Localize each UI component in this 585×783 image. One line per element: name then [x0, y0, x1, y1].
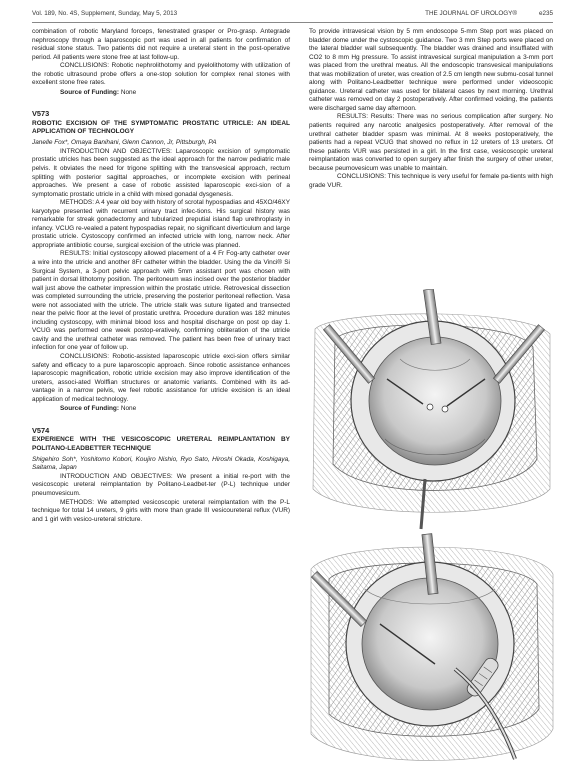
continued-funding: [60, 89, 290, 98]
v574-methods: METHODS: We attempted vesicoscopic ureteral reimplantation with the P-L technique for total 14 ureters, 9 girls with more than grade III vesicoureteral reflux (VUR) and 1 girl with vesico-ureteral stricture.: [32, 498, 290, 523]
v574-introduction: INTRODUCTION AND OBJECTIVES: We present a initial re-port with the vesicoscopic ureteral reimplantation by Politano-Leadbet-ter (P-L) technique under pneumovesicum.: [32, 472, 290, 497]
v573-introduction: INTRODUCTION AND OBJECTIVES: Laparoscopic excision of symptomatic prostatic utricles has been suggested as the ideal approach for the narrow pediatric male pelvis. It obviates the need for trigone splitting with the transvesical approach, rectum splitting with posterior sagittal approaches, or incomplete excision with perineal approaches. We present a case of robotic assisted laparoscopic exci-sion of a symptomatic prostatic utricle in a child with mixed gonadal dysgenesis.: [32, 147, 290, 198]
left-column: [32, 28, 290, 524]
figure-panel-top: [313, 289, 550, 529]
continued-paragraph: combination of robotic Maryland forceps, fenestrated grasper or Pro-grasp. Antegrade nephroscopy through a laparoscopic port was used in all patients for confirmation of residual stone status. Two patients did not require a ureteral stent in the post-operative period. All patients were stone free at last follow-up.: [32, 28, 290, 61]
v574-results: RESULTS: Results: There was no serious complication after surgery. No patients required any narcotic analgesics postoperatively. After removal of the urethral catheter bladder spasm was minimal. At 8 weeks postoperatively, the patients had a repeat VCUG that showed no reflux in 12 ureters of 13 ureters. Of these patients VUR was persisted in a girl. In the first case, vesicoscopic ureteral reimplantation was converted to open surgery after finish the surgery of other ureter, because peumovesicum was unable to maintain.: [309, 113, 553, 172]
v573-conclusions: CONCLUSIONS: Robotic-assisted laparoscopic utricle exci-sion offers similar safety and efficacy to a pure laparoscopic approach. Since robotic assistance enhances laparoscopic magnification, robotic utricle excision may also improve identification of the ureters, associ-ated Wolffian structures or anatomic variants. Combined with its ad-vantage in a narrow pelvis, we feel robotic assistance for utricle excision is an ideal application of medical technology.: [32, 353, 290, 403]
v573-funding: [60, 405, 290, 414]
journal-title-and-page: [403, 10, 553, 17]
abstract-authors-v573: Janelle Fox*, Omaya Banihani, Glenn Cannon, Jr, Pittsburgh, PA: [32, 139, 217, 147]
surgical-illustration: [305, 289, 557, 777]
v574-conclusions: CONCLUSIONS: This technique is very useful for female pa-tients with high grade VUR.: [309, 173, 553, 189]
v573-results: RESULTS: Initial cystoscopy allowed placement of a 4 Fr Fog-arty catheter over a wire into the utricle and another 8Fr catheter within the bladder. Using the da Vinci® Si Surgical System, a 3-port pelvic approach with 5mm assistant port was chosen with patient in dorsal lithotomy position. The peritoneum was incised over the posterior bladder wall just above the catheter impression within the prostatic utricle. Retrovesical dissection was completed surrounding the utricle, preserving the posterior peritoneal reflection. Vasa were not associated with the utricle. The utricle stalk was suture ligated and transected near the pelvic floor at the level of prostatic urethra. Procedure duration was 182 minutes including cystoscopy, with minimal blood loss and hospital discharge on post op day 1. VCUG was performed one week postop-eratively, confirming obliteration of the utricle cavity and the urethral catheter was removed. The patient has been free of urinary tract infection for one year of follow up.: [32, 250, 290, 352]
funding-value: None: [120, 88, 137, 96]
header-rule: [32, 22, 553, 23]
figure-panel-bottom: [311, 534, 553, 761]
abstract-authors-v574: Shigehiro Soh*, Yoshitomo Kobori, Koujiro Nishio, Ryo Sato, Hiroshi Okada, Koshigaya, Saitama, Japan: [32, 455, 290, 472]
abstract-id-v574: V574: [32, 425, 50, 435]
journal-volume-info: Vol. 189, No. 4S, Supplement, Sunday, May 5, 2013: [32, 10, 178, 17]
v574-methods-continued: To provide intravesical vision by 5 mm endoscope 5-mm Step port was placed on bladder dome under the cystoscopic guidance. Two 3 mm Step ports were placed on the lateral bladder wall subsequently. The bladder was drained and insufflated with CO2 to 8 mm Hg pressure. To assist intravesical surgical manipulation a 3-mm port was placed from the urethral meatus. All the endoscopic transvesical manipulations that was mobilization of ureter, was creation of 2.5 cm length new submu-cosal tunnel along with Politano-Leadbetter technique were performed under videoscopic guidance. Ureteral catheter was used for bilateral cases by next morning. Urethral catheter was removed on day 2 postoperatively. After confirmed voiding, the patients were discharged same day afternoon.: [309, 28, 553, 112]
funding-label: Source of Funding:: [60, 405, 120, 413]
abstract-title-v573: ROBOTIC EXCISION OF THE SYMPTOMATIC PROSTATIC UTRICLE: AN IDEAL APPLICATION OF TECHNOLOGY: [32, 119, 290, 136]
running-header: [32, 10, 553, 22]
continued-conclusions: CONCLUSIONS: Robotic nephrolithotomy and pyelolithotomy with utilization of the robotic ultrasound probe offers a one-stop solution for complex renal stones with excellent stone free rates.: [32, 62, 290, 87]
abstract-id-v573: V573: [32, 109, 50, 119]
abstract-title-v574: EXPERIENCE WITH THE VESICOSCOPIC URETERAL REIMPLANTATION BY POLITANO-LEADBETTER TECHNIQUE: [32, 436, 290, 452]
right-column: [309, 28, 553, 190]
journal-name: THE JOURNAL OF UROLOGY®: [425, 10, 517, 17]
page-number: e235: [538, 10, 553, 17]
v573-methods: METHODS: A 4 year old boy with history of scrotal hypospadias and 45XO/46XY karyotype presented with recurrent urinary tract infec-tions. His surgical history was remarkable for streak gonadectomy and tubularized preputial island flap urethroplasty in infancy. VCUG re-vealed a patent hypospadias repair, no significant diverticulum and large prostatic utricle. Cystoscopy confirmed an infected utricle with long, narrow neck. After appropriate antibiotic course, surgical excision of the utricle was planned.: [32, 199, 290, 249]
funding-value: None: [120, 405, 137, 413]
funding-label: Source of Funding:: [60, 88, 120, 96]
